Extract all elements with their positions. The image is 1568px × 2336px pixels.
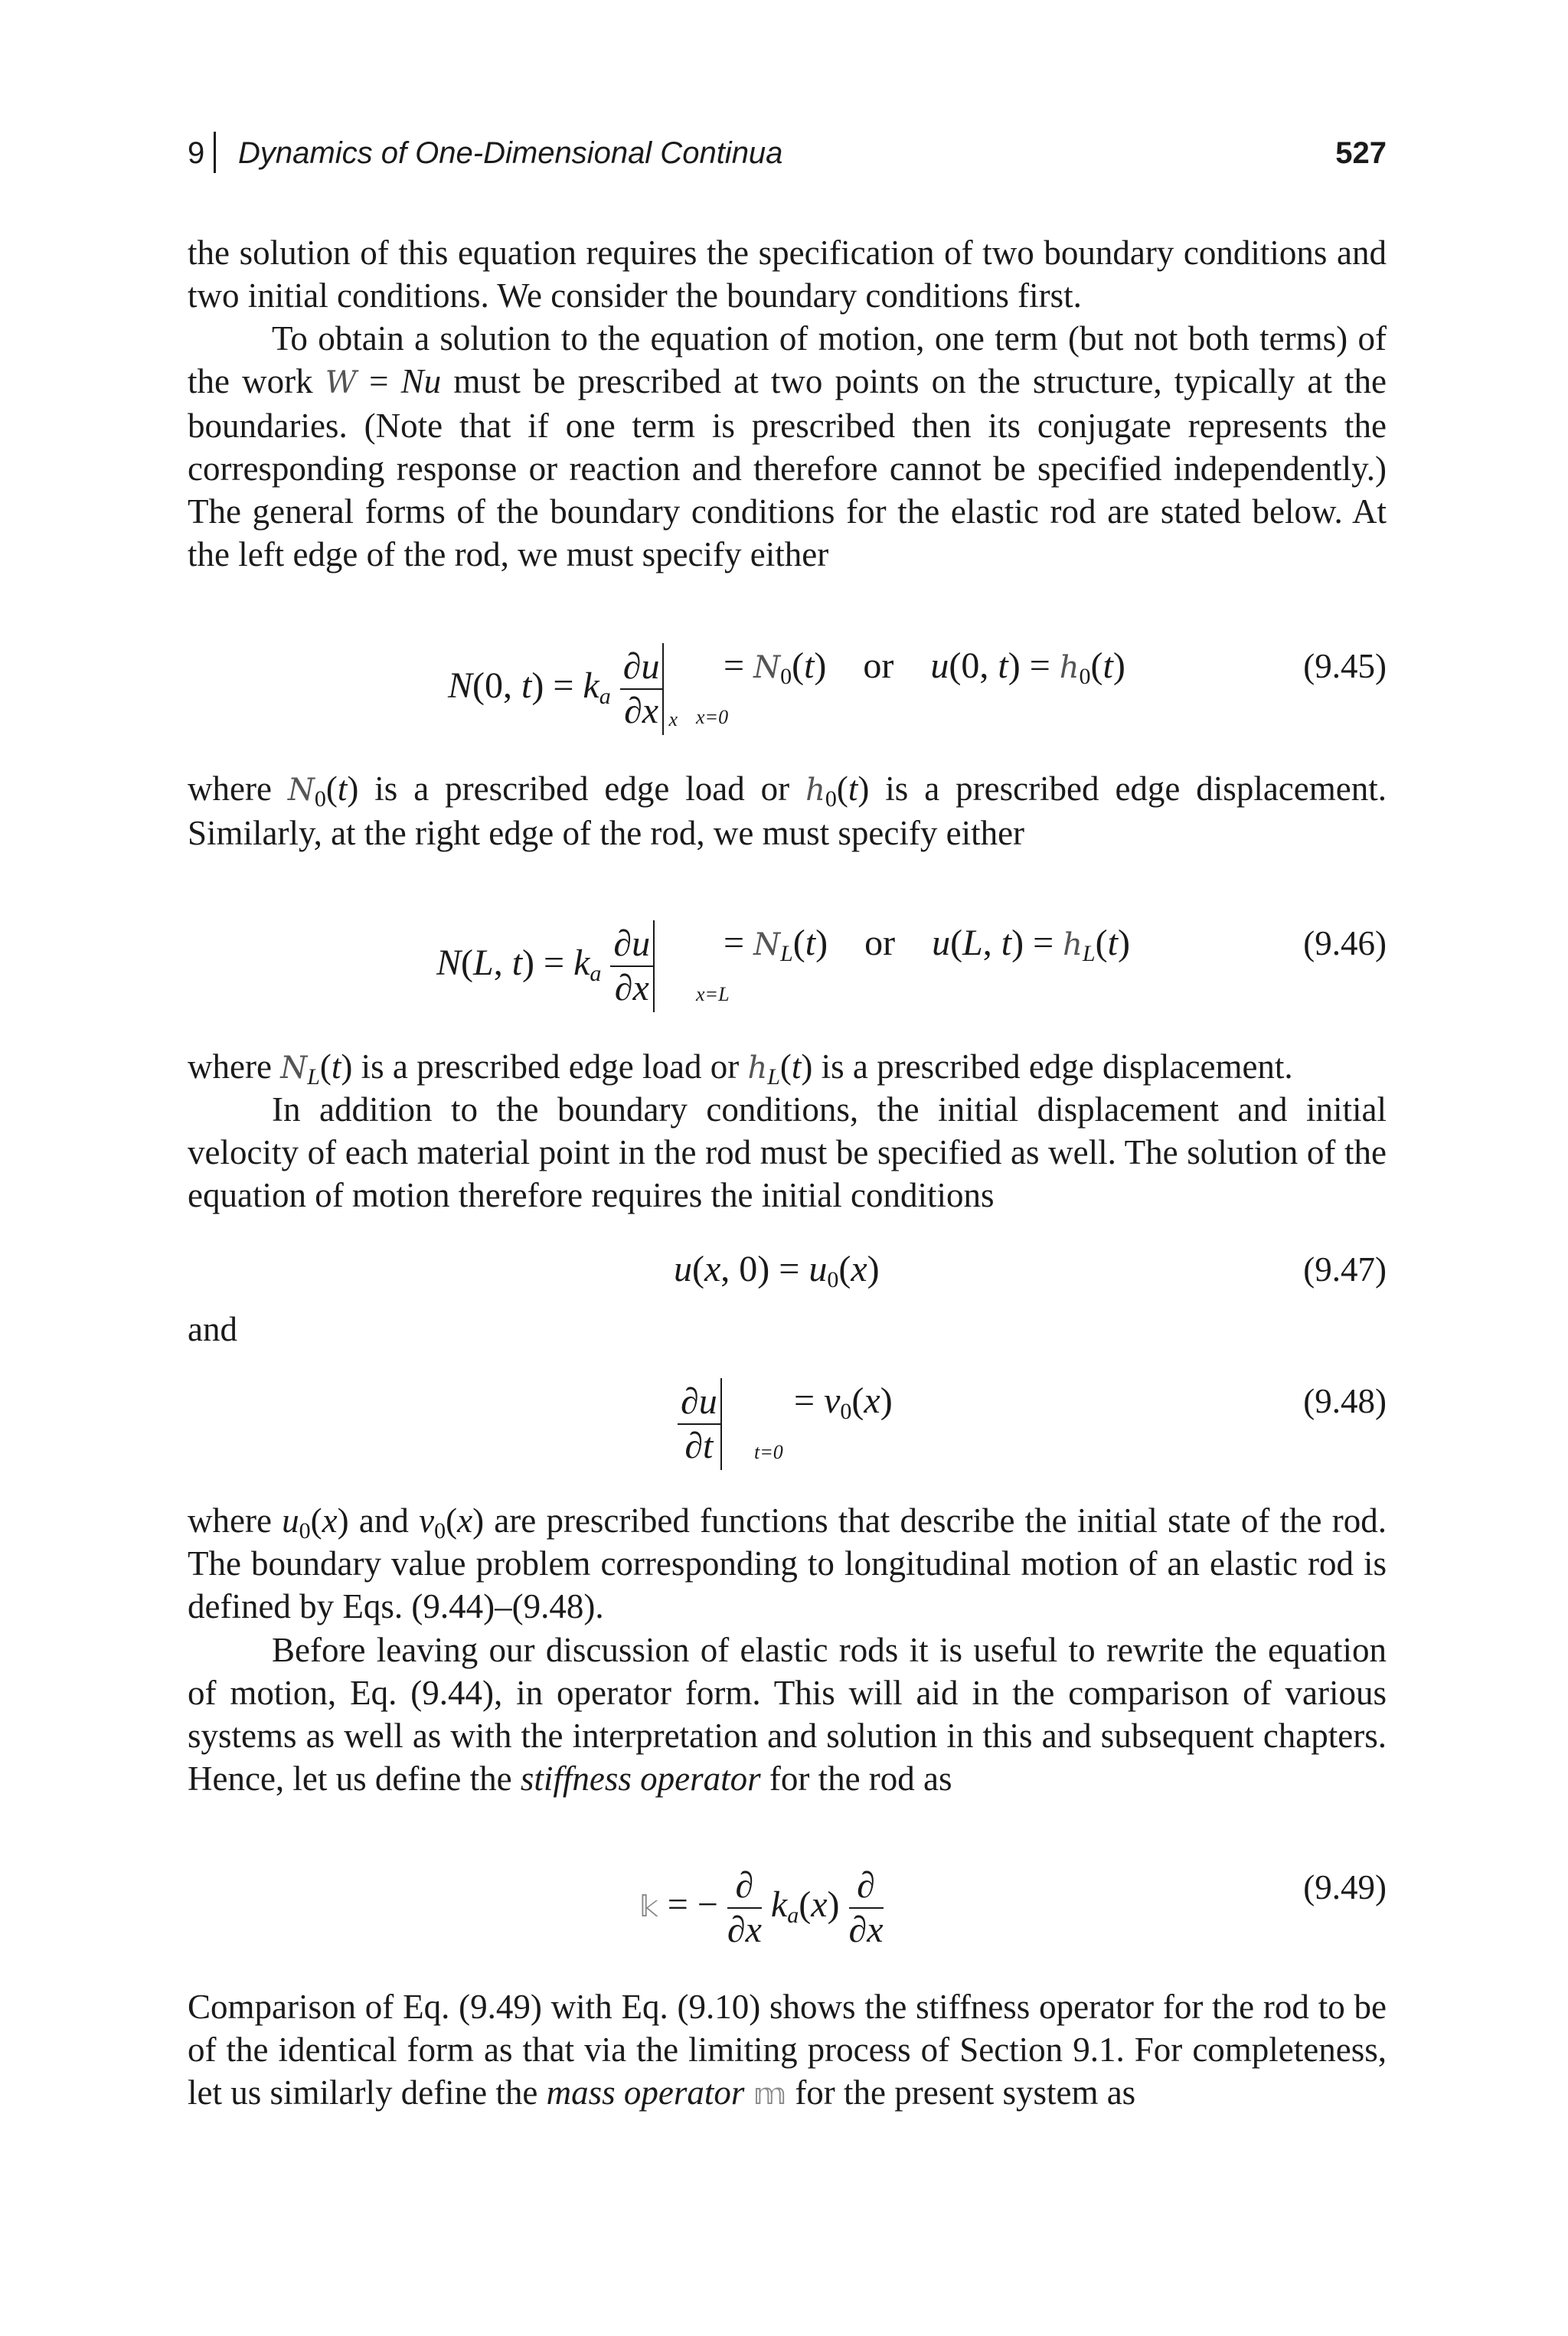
equation-9-46: N(L, $t) = k_a$ $\frac{\partial u}{\partial x}$ x=L = $N_L(t)$ or u(L, $t) = h_L(t)$ (9.46) bbox=[188, 897, 1387, 989]
paragraph-1: the solution of this equation requires the specification of two boundary conditions and two initial conditions. We consider the boundary conditions first. bbox=[188, 234, 1387, 315]
paragraph-4-text-b: is a prescribed edge displacement. bbox=[821, 1047, 1293, 1086]
paragraph-7 bbox=[188, 1629, 1387, 1800]
paragraph-6-text: are prescribed functions that describe the initial state of the rod. The boundary value problem corresponding to longitudinal motion of an elastic rod is defined by Eqs. (9.44)–(9.48). bbox=[188, 1501, 1387, 1625]
paragraph-2-text-a: To obtain a solution to the equation of motion, one term (but not both terms) of the work bbox=[188, 319, 1387, 400]
paragraph-6: where $u_0(x)$ and $v_0(x)$ are prescribed functions that describe the initial state of the rod. The boundary value problem corresponding to longitudinal motion of an elastic rod is defined by Eqs. (9.44)–(9.48). bbox=[188, 1501, 1387, 1625]
paragraph-8: Comparison of Eq. (9.49) with Eq. (9.10) shows the stiffness operator for the rod to be of the identical form as that via the limiting process of Section 9.1. For completeness, let us similarly define the mass operator 𝕞 for the present system as bbox=[188, 1988, 1387, 2112]
paragraph-3-text-b: is a prescribed edge displacement. Similarly, at the right edge of the rod, we must specify either bbox=[188, 769, 1387, 852]
header-divider bbox=[214, 132, 216, 173]
paragraph-4: where $N_L(t)$ is a prescribed edge load or $h_L(t)$ is a prescribed edge displacement. bbox=[188, 1047, 1293, 1090]
paragraph-3: where $N_0(t)$ is a prescribed edge load or $h_0(t)$ is a prescribed edge displacement. Similarly, at the right edge of the rod, we must specify either bbox=[188, 769, 1387, 852]
term-mass-operator: mass operator bbox=[546, 2073, 745, 2112]
running-header bbox=[188, 130, 1387, 176]
equation-number-9-49: (9.49) bbox=[1303, 1868, 1387, 1906]
term-stiffness-operator: stiffness operator bbox=[520, 1759, 761, 1798]
paragraph-7-text-a: Before leaving our discussion of elastic rods it is useful to rewrite the equation of motion, Eq. (9.44), in operator form. This will aid in the comparison of various systems as well as with the interpretation and solution in this and subsequent chapters. Hence, let us define the bbox=[188, 1631, 1387, 1798]
equation-number-9-48: (9.48) bbox=[1303, 1382, 1387, 1420]
paragraph-7-text-b: for the rod as bbox=[769, 1759, 952, 1798]
paragraph-2-text-b: must be prescribed at two points on the structure, typically at the boundaries. (Note that if one term is prescribed then its conjugate represents the corresponding response or reaction and therefore cannot be specified independently.) The general forms of the boundary conditions for the elastic rod are stated below. At the left edge of the rod, we must specify either bbox=[188, 362, 1387, 573]
equation-9-48: $\frac{\partial u}{\partial t}$ t=0 = $v_0(x)$ (9.48) bbox=[188, 1355, 1387, 1447]
chapter-number: 9 bbox=[188, 136, 205, 170]
equation-9-49: 𝕜 = − $\frac{\partial}{\partial x}$ $k_a(x)$ $\frac{\partial}{\partial x}$ (9.49) bbox=[639, 1865, 1387, 1950]
equation-9-45: N(0, $t) = k_a$ $\frac{\partial u}{\partial x}$ x x=0 = $N_0(t)$ or u(0, $t) = h_0(t)$ (9.45) bbox=[188, 620, 1387, 712]
paragraph-2: To obtain a solution to the equation of motion, one term (but not both terms) of the work W = Nu must be prescribed at two points on the structure, typically at the boundaries. (Note that if one term is prescribed then its conjugate represents the corresponding response or reaction and therefore cannot be specified independently.) The general forms of the boundary conditions for the elastic rod are stated below. At the left edge of the rod, we must specify either bbox=[188, 319, 1387, 573]
paragraph-5: In addition to the boundary conditions, the initial displacement and initial velocity of each material point in the rod must be specified as well. The solution of the equation of motion therefore requires the initial conditions bbox=[188, 1090, 1387, 1214]
equation-number-9-45: (9.45) bbox=[1303, 647, 1387, 685]
equation-number-9-47: (9.47) bbox=[1303, 1250, 1387, 1289]
text-and: and bbox=[188, 1310, 237, 1348]
paragraph-3-text-a: is a prescribed edge load or bbox=[374, 769, 790, 808]
page-number: 527 bbox=[1335, 136, 1387, 170]
chapter-title: Dynamics of One-Dimensional Continua bbox=[238, 136, 783, 170]
paragraph-8-text-b: for the present system as bbox=[795, 2073, 1136, 2112]
paragraph-4-text-a: is a prescribed edge load or bbox=[361, 1047, 740, 1086]
equation-9-47: u(x, $0) = u_0(x)$ (9.47) bbox=[188, 1239, 1387, 1300]
equation-number-9-46: (9.46) bbox=[1303, 924, 1387, 962]
paragraph-8-text-a: Comparison of Eq. (9.49) with Eq. (9.10) shows the stiffness operator for the rod to be of the identical form as that via the limiting process of Section 9.1. For completeness, let us similarly define the bbox=[188, 1988, 1387, 2112]
